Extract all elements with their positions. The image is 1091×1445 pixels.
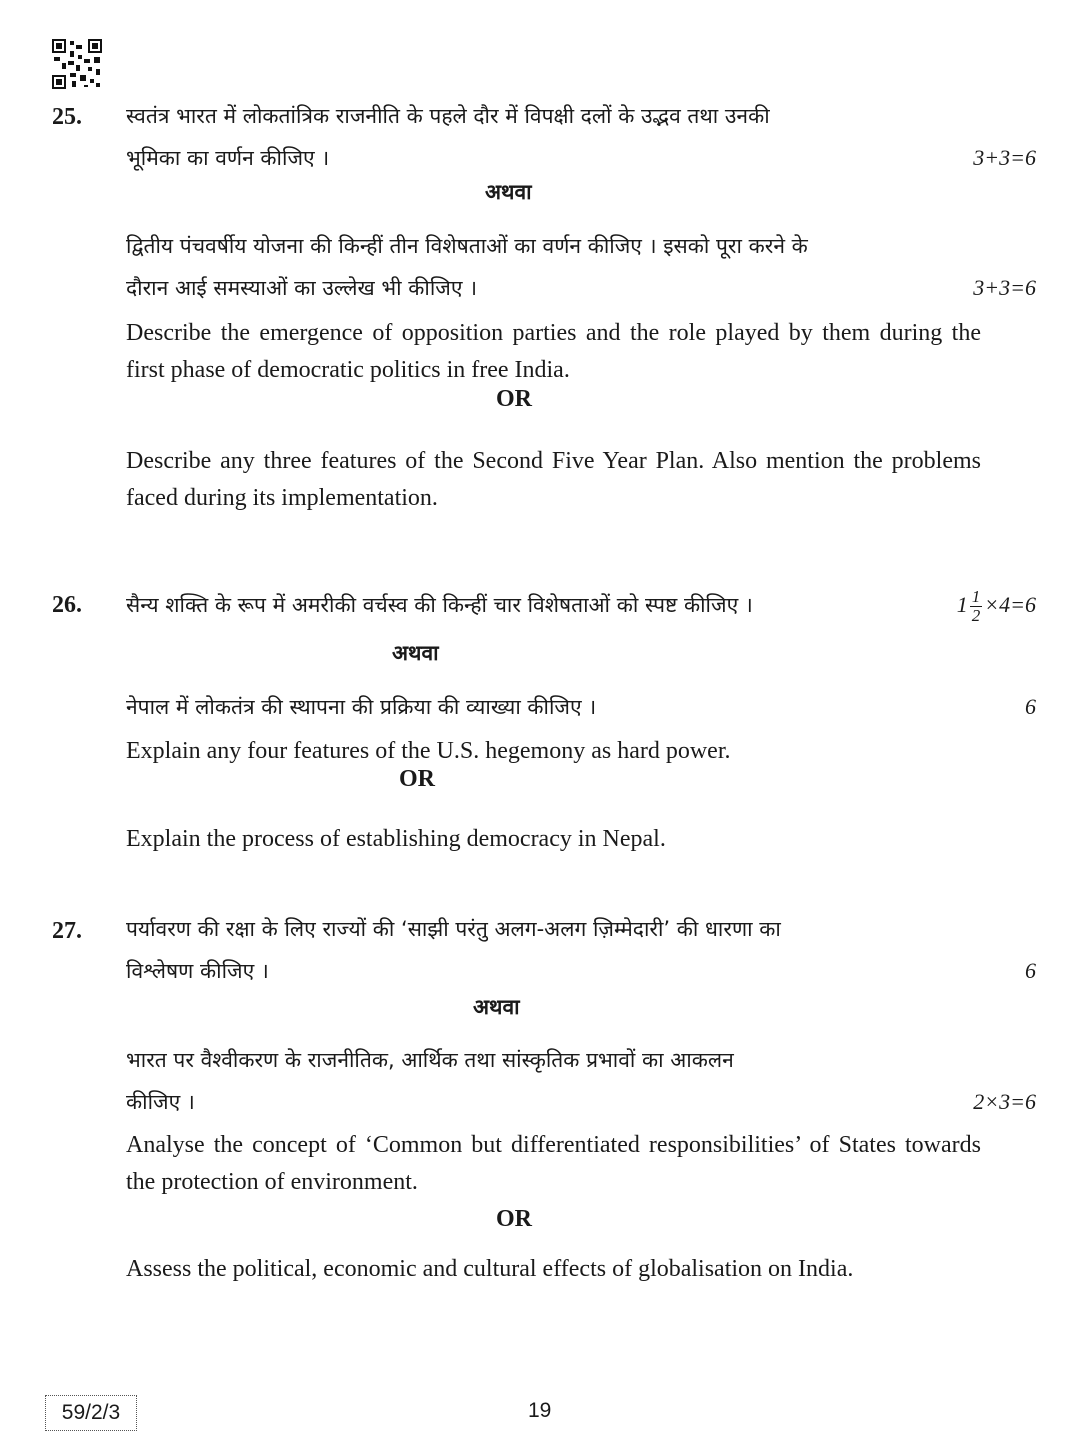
marks-label: 6: [1025, 694, 1036, 719]
question-26-hindi-alternative: [126, 686, 1036, 728]
hindi-text-line: स्वतंत्र भारत में लोकतांत्रिक राजनीति के पहले दौर में विपक्षी दलों के उद्भव तथा उनकी: [126, 104, 770, 128]
marks-label: 2×3=6: [973, 1089, 1036, 1114]
hindi-text-line: विश्लेषण कीजिए ।: [126, 959, 269, 983]
question-25-english-alternative: Describe any three features of the Second Five Year Plan. Also mention the problems faced during its implementation.: [126, 448, 981, 511]
question-27-hindi: [126, 908, 1036, 992]
hindi-text-line: कीजिए ।: [126, 1090, 195, 1114]
marks-label: 6: [1025, 958, 1036, 983]
question-26-hindi: [126, 584, 1036, 626]
hindi-text-line: भूमिका का वर्णन कीजिए ।: [126, 146, 330, 170]
fraction-denominator: 2: [971, 606, 981, 626]
question-number: 26.: [52, 592, 82, 618]
hindi-or-label: अथवा: [485, 180, 532, 204]
question-25-hindi-alternative: [126, 225, 1036, 309]
marks-rest: ×4=6: [984, 592, 1036, 617]
question-27-hindi-alternative: [126, 1039, 1036, 1123]
question-26-english-alternative: Explain the process of establishing democracy in Nepal.: [126, 826, 666, 852]
hindi-text-line: द्वितीय पंचवर्षीय योजना की किन्हीं तीन विशेषताओं का वर्णन कीजिए । इसको पूरा करने के: [126, 234, 808, 258]
question-25-english: Describe the emergence of opposition parties and the role played by them during the first phase of democratic politics in free India.: [126, 320, 981, 383]
question-number: 27.: [52, 918, 82, 944]
english-or-label: OR: [496, 1206, 532, 1232]
paper-code: 59/2/3: [45, 1395, 137, 1431]
marks-label: 3+3=6: [973, 275, 1036, 300]
question-27-english-alternative: Assess the political, economic and cultural effects of globalisation on India.: [126, 1256, 854, 1282]
english-or-label: OR: [399, 766, 435, 792]
page-number: 19: [528, 1399, 552, 1422]
marks-fraction: [970, 588, 983, 625]
hindi-or-label: अथवा: [473, 995, 520, 1019]
hindi-text-line: पर्यावरण की रक्षा के लिए राज्यों की ‘साझी परंतु अलग-अलग ज़िम्मेदारी’ की धारणा का: [126, 917, 781, 941]
hindi-text-line: नेपाल में लोकतंत्र की स्थापना की प्रक्रिया की व्याख्या कीजिए ।: [126, 695, 597, 719]
hindi-text-line: दौरान आई समस्याओं का उल्लेख भी कीजिए ।: [126, 276, 478, 300]
marks-whole: 1: [956, 592, 968, 617]
marks-label: [957, 584, 1036, 626]
question-number: 25.: [52, 104, 82, 130]
hindi-text-line: सैन्य शक्ति के रूप में अमरीकी वर्चस्व की किन्हीं चार विशेषताओं को स्पष्ट कीजिए ।: [126, 593, 753, 617]
qr-code-icon: [52, 39, 102, 89]
question-26-english: Explain any four features of the U.S. hegemony as hard power.: [126, 738, 731, 764]
fraction-numerator: 1: [971, 587, 981, 607]
question-25-hindi: [126, 95, 1036, 179]
hindi-text-line: भारत पर वैश्वीकरण के राजनीतिक, आर्थिक तथा सांस्कृतिक प्रभावों का आकलन: [126, 1048, 734, 1072]
english-or-label: OR: [496, 386, 532, 412]
question-27-english: Analyse the concept of ‘Common but differentiated responsibilities’ of States towards the protection of environment.: [126, 1132, 981, 1195]
marks-label: 3+3=6: [973, 145, 1036, 170]
hindi-or-label: अथवा: [392, 641, 439, 665]
